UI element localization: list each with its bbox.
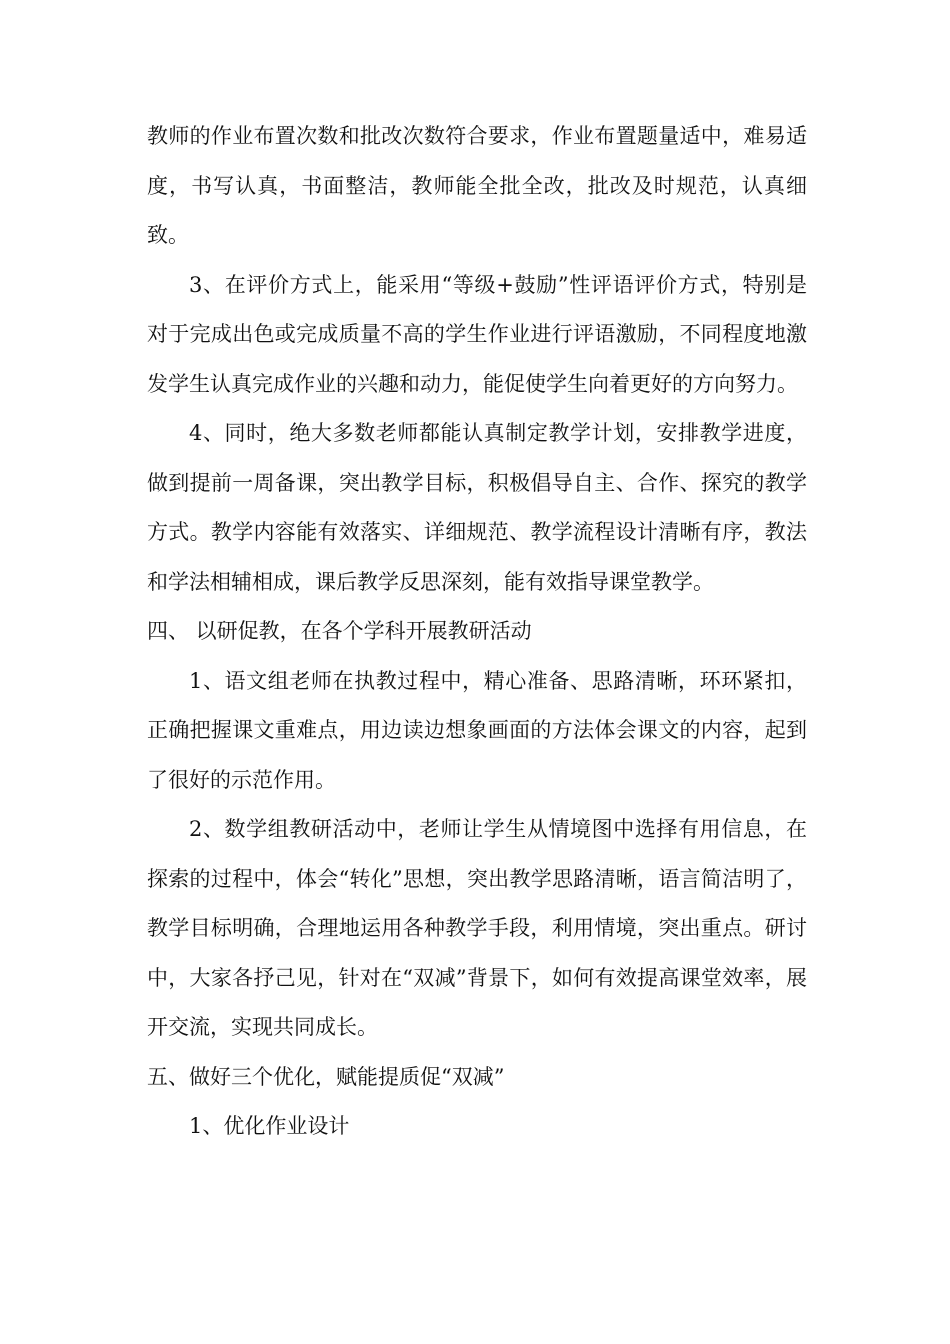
paragraph-evaluation-method: 3、在评价方式上，能采用“等级+鼓励”性评语评价方式，特别是对于完成出色或完成质量不高的学生作业进行评语激励，不同程度地激发学生认真完成作业的兴趣和动力，能促使学生向着更好的方向努力。 xyxy=(147,272,807,396)
paragraph-teaching-plan: 4、同时，绝大多数老师都能认真制定教学计划，安排教学进度，做到提前一周备课，突出教学目标，积极倡导自主、合作、探究的教学方式。教学内容能有效落实、详细规范、教学流程设计清晰有序，教法和学法相辅相成，课后教学反思深刻，能有效指导课堂教学。 xyxy=(147,421,807,594)
document-body xyxy=(147,112,807,1152)
section-heading-research: 四、 以研促教，在各个学科开展教研活动 xyxy=(147,619,532,643)
subheading-homework-design: 1、优化作业设计 xyxy=(189,1114,350,1138)
paragraph-math-group: 2、数学组教研活动中，老师让学生从情境图中选择有用信息，在探索的过程中，体会“转化”思想，突出教学思路清晰，语言简洁明了，教学目标明确，合理地运用各种教学手段，利用情境，突出重点。研讨中，大家各抒己见，针对在“双减”背景下，如何有效提高课堂效率，展开交流，实现共同成长。 xyxy=(147,817,807,1039)
paragraph-homework-continued: 教师的作业布置次数和批改次数符合要求，作业布置题量适中，难易适度，书写认真，书面整洁，教师能全批全改，批改及时规范，认真细致。 xyxy=(147,124,807,247)
paragraph-chinese-group: 1、语文组老师在执教过程中，精心准备、思路清晰，环环紧扣，正确把握课文重难点，用边读边想象画面的方法体会课文的内容，起到了很好的示范作用。 xyxy=(147,668,807,792)
section-heading-optimization: 五、做好三个优化，赋能提质促“双减” xyxy=(147,1064,505,1089)
